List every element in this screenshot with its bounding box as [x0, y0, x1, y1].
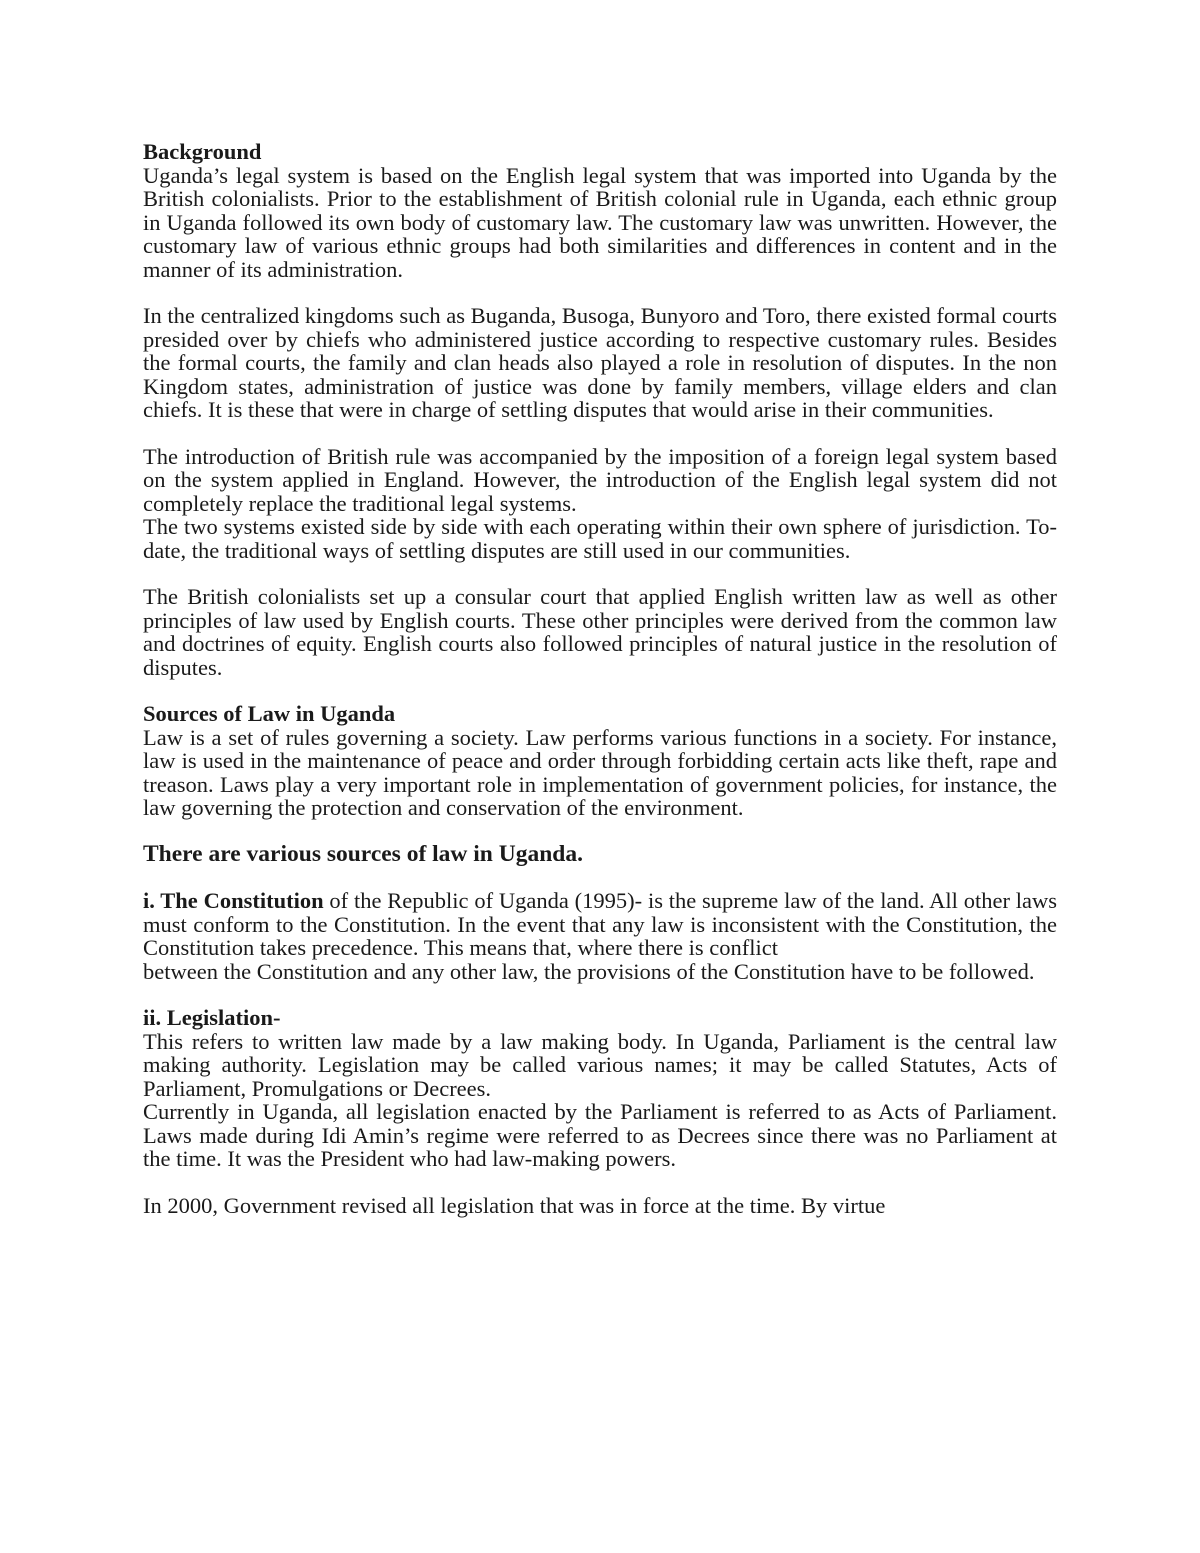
- background-heading: Background: [143, 139, 262, 164]
- background-paragraph-2: In the centralized kingdoms such as Buganda, Busoga, Bunyoro and Toro, there existed formal courts presided over by chiefs who administered justice according to respective customary rules. Besides the formal courts, the family and clan heads also played a role in resolution of disputes. In the non Kingdom states, administration of justice was done by family members, village elders and clan chiefs. It is these that were in charge of settling disputes that would arise in their communities.: [143, 303, 1057, 422]
- background-paragraph-3b: The two systems existed side by side with each operating within their own sphere of jurisdiction. To-date, the traditional ways of settling disputes are still used in our communities.: [143, 514, 1057, 563]
- constitution-text: of the Republic of Uganda (1995)- is the supreme law of the land. All other laws must conform to the Constitution. In the event that any law is inconsistent with the Constitution, the Constitution takes precedence. This means that, where there is conflict: [143, 888, 1057, 960]
- constitution-paragraph-2: between the Constitution and any other law, the provisions of the Constitution have to be followed.: [143, 958, 1035, 984]
- various-sources-heading: There are various sources of law in Uganda.: [143, 840, 583, 867]
- background-paragraph-3a: The introduction of British rule was accompanied by the imposition of a foreign legal system based on the system applied in England. However, the introduction of the English legal system did not completely replace the traditional legal systems.: [143, 443, 1057, 516]
- background-paragraph-1: Uganda’s legal system is based on the English legal system that was imported into Uganda by the British colonialists. Prior to the establishment of British colonial rule in Uganda, each ethnic group in Uganda followed its own body of customary law. The customary law was unwritten. However, the customary law of various ethnic groups had both similarities and differences in content and in the manner of its administration.: [143, 162, 1057, 282]
- legislation-paragraph-2: Currently in Uganda, all legislation enacted by the Parliament is referred to as Acts of Parliament. Laws made during Idi Amin’s regime were referred to as Decrees since there was no Parliament at the time. It was the President who had law-making powers.: [143, 1099, 1057, 1171]
- sources-paragraph-1: Law is a set of rules governing a society. Law performs various functions in a society. For instance, law is used in the maintenance of peace and order through forbidding certain acts like theft, rape and treason. Laws play a very important role in implementation of government policies, for instance, the law governing the protection and conservation of the environment.: [143, 724, 1057, 820]
- constitution-label: i. The Constitution: [143, 888, 324, 913]
- legislation-heading: ii. Legislation-: [143, 1005, 281, 1030]
- constitution-paragraph-1: [143, 889, 1057, 960]
- sources-heading: Sources of Law in Uganda: [143, 701, 396, 726]
- background-paragraph-4: The British colonialists set up a consular court that applied English written law as well as other principles of law used by English courts. These other principles were derived from the common law and doctrines of equity. English courts also followed principles of natural justice in the resolution of disputes.: [143, 584, 1057, 680]
- legislation-paragraph-3: In 2000, Government revised all legislation that was in force at the time. By virtue: [143, 1192, 886, 1218]
- document-page: [143, 140, 1057, 1240]
- legislation-paragraph-1: This refers to written law made by a law making body. In Uganda, Parliament is the central law making authority. Legislation may be called various names; it may be called Statutes, Acts of Parliament, Promulgations or Decrees.: [143, 1028, 1057, 1101]
